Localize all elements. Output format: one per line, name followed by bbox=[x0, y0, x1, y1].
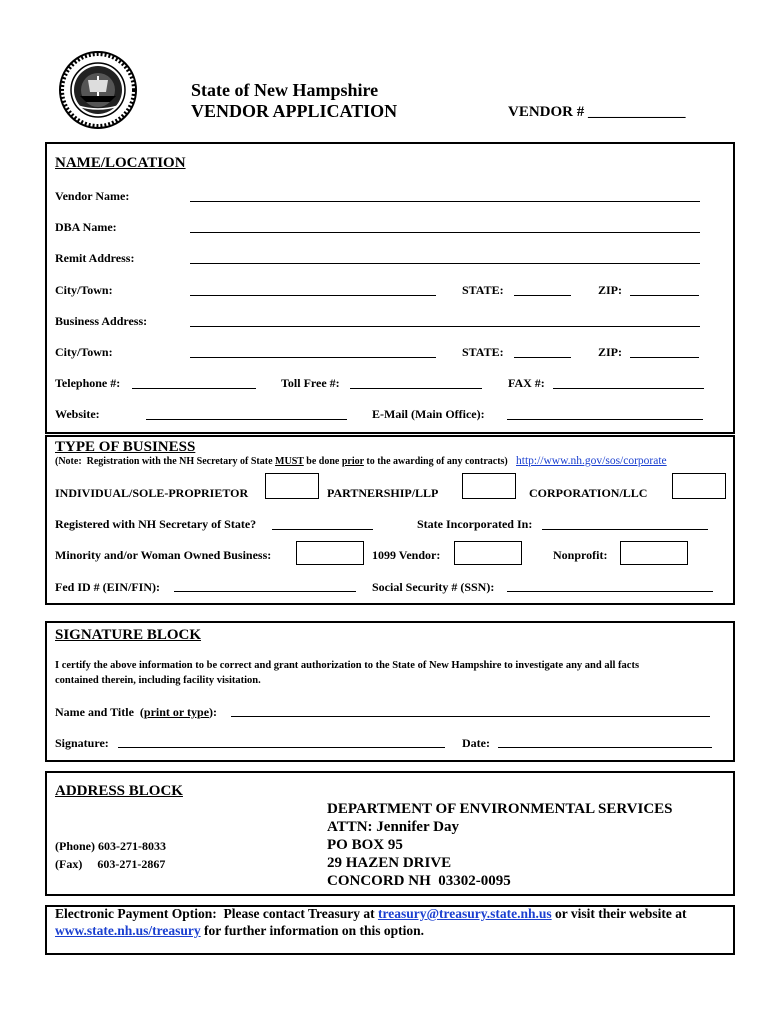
business-state-field[interactable] bbox=[514, 357, 571, 358]
toll-free-label: Toll Free #: bbox=[281, 376, 340, 390]
header-form-title: VENDOR APPLICATION bbox=[191, 101, 398, 121]
name-title-post: ): bbox=[209, 705, 218, 719]
street-address: 29 HAZEN DRIVE bbox=[327, 855, 452, 871]
payment-text-post: for further information on this option. bbox=[200, 923, 425, 938]
state-seal-logo bbox=[58, 50, 138, 130]
name-title-pre: Name and Title ( bbox=[55, 705, 144, 719]
individual-checkbox[interactable] bbox=[265, 473, 319, 499]
fed-id-label: Fed ID # (EIN/FIN): bbox=[55, 580, 160, 594]
zip-field[interactable] bbox=[630, 295, 699, 296]
business-zip-label: ZIP: bbox=[598, 345, 622, 359]
sos-corporate-link[interactable]: http://www.nh.gov/sos/corporate bbox=[516, 455, 667, 467]
treasury-website-link[interactable]: www.state.nh.us/treasury bbox=[55, 923, 201, 938]
fax-field[interactable] bbox=[553, 388, 704, 389]
partnership-checkbox[interactable] bbox=[462, 473, 516, 499]
attention-line: ATTN: Jennifer Day bbox=[327, 819, 459, 835]
registration-note-prior: prior bbox=[341, 456, 364, 467]
nonprofit-checkbox[interactable] bbox=[620, 541, 688, 565]
minority-owned-label: Minority and/or Woman Owned Business: bbox=[55, 548, 272, 562]
treasury-email-link[interactable]: treasury@treasury.state.nh.us bbox=[377, 906, 552, 921]
corporation-label: CORPORATION/LLC bbox=[529, 486, 648, 500]
state-label: STATE: bbox=[462, 283, 504, 297]
city-town-label: City/Town: bbox=[55, 283, 113, 297]
registration-note-mid: be done bbox=[303, 456, 342, 467]
business-state-label: STATE: bbox=[462, 345, 504, 359]
state-incorporated-label: State Incorporated In: bbox=[417, 517, 533, 531]
minority-owned-checkbox[interactable] bbox=[296, 541, 364, 565]
phone-number: (Phone) 603-271-8033 bbox=[55, 839, 166, 853]
individual-label: INDIVIDUAL/SOLE-PROPRIETOR bbox=[55, 486, 249, 500]
email-field[interactable] bbox=[507, 419, 703, 420]
zip-label: ZIP: bbox=[598, 283, 622, 297]
fed-id-field[interactable] bbox=[174, 591, 356, 592]
date-field[interactable] bbox=[498, 747, 712, 748]
state-field[interactable] bbox=[514, 295, 571, 296]
vendor-number-label: VENDOR # _____________ bbox=[508, 104, 686, 120]
certify-text-line2: contained therein, including facility visitation. bbox=[55, 675, 261, 686]
name-title-underlined: print or type bbox=[143, 705, 210, 719]
vendor-1099-label: 1099 Vendor: bbox=[372, 548, 441, 562]
signature-label: Signature: bbox=[55, 736, 109, 750]
remit-address-label: Remit Address: bbox=[55, 251, 135, 265]
department-name: DEPARTMENT OF ENVIRONMENTAL SERVICES bbox=[327, 801, 673, 817]
date-label: Date: bbox=[462, 736, 490, 750]
signature-block-title: SIGNATURE BLOCK bbox=[55, 627, 202, 643]
vendor-name-label: Vendor Name: bbox=[55, 189, 130, 203]
telephone-field[interactable] bbox=[132, 388, 256, 389]
email-label: E-Mail (Main Office): bbox=[372, 407, 485, 421]
header-state-name: State of New Hampshire bbox=[191, 80, 379, 100]
po-box: PO BOX 95 bbox=[327, 837, 403, 853]
signature-field[interactable] bbox=[118, 747, 445, 748]
dba-name-label: DBA Name: bbox=[55, 220, 117, 234]
business-city-town-label: City/Town: bbox=[55, 345, 113, 359]
business-address-field[interactable] bbox=[190, 326, 700, 327]
state-incorporated-field[interactable] bbox=[542, 529, 708, 530]
business-address-label: Business Address: bbox=[55, 314, 148, 328]
name-title-field[interactable] bbox=[231, 716, 710, 717]
fax-label: FAX #: bbox=[508, 376, 545, 390]
business-city-town-field[interactable] bbox=[190, 357, 436, 358]
business-zip-field[interactable] bbox=[630, 357, 699, 358]
nonprofit-label: Nonprofit: bbox=[553, 548, 608, 562]
registration-note bbox=[55, 456, 508, 467]
name-location-title: NAME/LOCATION bbox=[55, 155, 186, 171]
vendor-name-field[interactable] bbox=[190, 201, 700, 202]
remit-address-field[interactable] bbox=[190, 263, 700, 264]
ssn-field[interactable] bbox=[507, 591, 713, 592]
toll-free-field[interactable] bbox=[350, 388, 482, 389]
registration-note-must: MUST bbox=[275, 456, 304, 467]
dba-name-field[interactable] bbox=[190, 232, 700, 233]
address-block-title: ADDRESS BLOCK bbox=[55, 783, 183, 799]
registered-sos-label: Registered with NH Secretary of State? bbox=[55, 517, 257, 531]
registration-note-pre: (Note: Registration with the NH Secretary of State bbox=[55, 456, 276, 467]
partnership-label: PARTNERSHIP/LLP bbox=[327, 486, 439, 500]
telephone-label: Telephone #: bbox=[55, 376, 121, 390]
name-location-section bbox=[45, 142, 735, 434]
payment-line2 bbox=[55, 923, 424, 939]
type-of-business-title: TYPE OF BUSINESS bbox=[55, 439, 196, 455]
payment-line1 bbox=[55, 906, 687, 922]
city-state-zip: CONCORD NH 03302-0095 bbox=[327, 873, 511, 889]
corporation-checkbox[interactable] bbox=[672, 473, 726, 499]
payment-text-pre: Electronic Payment Option: Please contact Treasury at bbox=[55, 906, 378, 921]
website-label: Website: bbox=[55, 407, 100, 421]
registered-sos-field[interactable] bbox=[272, 529, 373, 530]
registration-note-post: to the awarding of any contracts) bbox=[363, 456, 508, 467]
city-town-field[interactable] bbox=[190, 295, 436, 296]
website-field[interactable] bbox=[146, 419, 347, 420]
certify-text-line1: I certify the above information to be correct and grant authorization to the State of New Hampshire to investigate any and all facts bbox=[55, 660, 640, 671]
ssn-label: Social Security # (SSN): bbox=[372, 580, 495, 594]
fax-number: (Fax) 603-271-2867 bbox=[55, 857, 166, 871]
vendor-1099-checkbox[interactable] bbox=[454, 541, 522, 565]
payment-text-mid: or visit their website at bbox=[551, 906, 687, 921]
name-title-label bbox=[55, 705, 217, 720]
